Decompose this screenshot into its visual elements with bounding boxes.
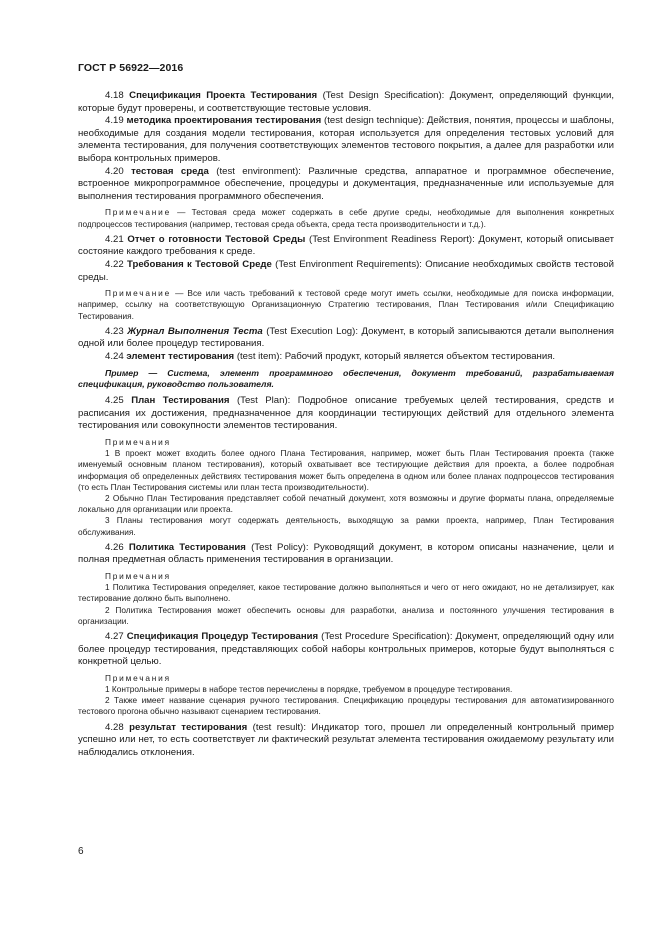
entry-term: Спецификация Процедур Тестирования	[126, 630, 319, 642]
note-4-27-1: 1 Контрольные примеры в наборе тестов перечислены в порядке, требуемом в процедуре тестирования.	[105, 683, 513, 694]
entry-number: 4.22	[105, 258, 124, 270]
entry-definition: (test item): Рабочий продукт, который является объектом тестирования.	[234, 350, 556, 362]
entry-term: результат тестирования	[129, 721, 248, 733]
entry-number: 4.28	[105, 721, 124, 733]
entry-term: методика проектирования тестирования	[126, 115, 322, 127]
note-4-26-2: 2 Политика Тестирования может обеспечить основы для разработки, анализа и постоянного улучшения тестирования в организации.	[78, 604, 614, 626]
note-4-22	[78, 288, 614, 322]
note-4-25-3: 3 Планы тестирования могут содержать деятельность, выходящую за рамки проекта, например, План Тестирования обслуживания.	[78, 515, 614, 537]
entry-term: тестовая среда	[131, 165, 209, 177]
example-4-24: Пример — Система, элемент программного обеспечения, документ требований, разрабатываемая спецификация, руководство пользователя.	[78, 367, 614, 390]
note-4-27-2: 2 Также имеет название сценария ручного тестирования. Спецификацию процедуры тестирования для автоматизированного тестового прогона обычно называют сценарием тестирования.	[78, 695, 614, 717]
entry-4-26	[78, 542, 614, 567]
note-4-20	[78, 207, 614, 229]
entry-number: 4.20	[105, 165, 124, 177]
note-label: Примечание	[105, 288, 172, 299]
entry-4-27	[78, 631, 614, 669]
entry-definition: (test design technique): Действия, понятия, процессы и шаблоны, необходимые для создания модели тестирования, которая используется для определения тестовых условий для элемента тестирования, для получения соответствующих элементов тестового покрытия, а далее для разработки или выбора контрольных примеров.	[78, 115, 614, 164]
entry-term: элемент тестирования	[126, 350, 235, 362]
entry-4-24	[78, 351, 614, 364]
notes-label-4-27	[78, 673, 614, 684]
entry-term: Отчет о готовности Тестовой Среды	[127, 233, 306, 245]
note-4-26-1: 1 Политика Тестирования определяет, какое тестирование должно выполняться и чего от него ожидают, но не детализирует, как тестирование должно быть выполнено.	[78, 582, 614, 604]
entry-number: 4.21	[105, 233, 124, 245]
entry-4-22	[78, 259, 614, 284]
entry-definition: (test result): Индикатор того, прошел ли определенный контрольный пример успешно или нет, то есть соответствует ли фактический результат элемента тестирования ожидаемому результату или наблюдались отклонения.	[78, 721, 614, 758]
entry-definition: (Test Plan): Подробное описание требуемых целей тестирования, средств и расписания их достижения, предназначенное для координации тестирующих действий для отдельного элемента тестирования или совокупности элементов тестирования.	[78, 395, 614, 432]
note-text: — Тестовая среда может содержать в себе другие среды, необходимые для выполнения конкретных подпроцессов тестирования (например, тестовая среда объекта, среда теста производительности и т.д.).	[78, 207, 614, 229]
entry-definition: (test environment): Различные средства, аппаратное и программное обеспечение, встроенное микропрограммное обеспечение, процедуры и документация, предназначенные или используемые для выполнения тестирования программного обеспечения.	[78, 165, 614, 202]
entry-definition: (Test Policy): Руководящий документ, в котором описаны назначение, цели и полная предметная область применения тестирования в организации.	[78, 541, 615, 566]
entry-number: 4.26	[105, 541, 124, 553]
entry-number: 4.27	[105, 630, 124, 642]
entry-number: 4.18	[105, 90, 124, 101]
note-4-25-1: 1 В проект может входить более одного Плана Тестирования, например, может быть План Тестирования проекта (также именуемый основным планом тестирования), который охватывает все тестирующие действия для проекта, а более подробная информация об определенных действиях тестирования может быть определена в одном или более планах подпроцессов тестирования (то есть План Тестирования системы или план теста производительности).	[78, 448, 614, 492]
page-header: ГОСТ Р 56922—2016	[78, 62, 184, 74]
entry-definition: (Test Environment Requirements): Описание необходимых свойств тестовой среды.	[78, 258, 614, 283]
entry-definition: (Test Execution Log): Документ, в который записываются детали выполнения одной или более процедур тестирования.	[78, 325, 614, 350]
notes-label: Примечания	[105, 672, 171, 683]
entry-definition: (Test Environment Readiness Report): Документ, который описывает состояние каждого требования к среде.	[78, 233, 614, 258]
entry-4-23	[78, 326, 614, 351]
entry-number: 4.25	[105, 395, 124, 407]
notes-label-4-25	[78, 437, 614, 448]
entry-term: Политика Тестирования	[128, 541, 246, 553]
entry-4-25	[78, 395, 614, 433]
entry-term: Журнал Выполнения Теста	[127, 325, 263, 337]
notes-label: Примечания	[105, 570, 171, 581]
notes-label: Примечания	[105, 436, 171, 447]
note-text: — Все или часть требований к тестовой среде могут иметь ссылки, необходимые для поиска информации, например, ссылку на соответствующую Организационную Стратегию тестирования, План Тестирования и/или Спецификацию Тестирования.	[78, 288, 614, 321]
entry-number: 4.24	[105, 350, 124, 362]
note-4-25-2: 2 Обычно План Тестирования представляет собой печатный документ, хотя возможны и другие форматы плана, определяемые локально для организации или проекта.	[78, 492, 614, 515]
entry-4-18	[78, 90, 614, 115]
entry-definition: (Test Design Specification): Документ, определяющий функции, которые будут проверены, и соответствующие тестовые условия.	[78, 90, 614, 114]
document-body	[78, 90, 614, 759]
entry-4-28	[78, 722, 614, 760]
entry-term: Спецификация Проекта Тестирования	[129, 90, 318, 101]
entry-term: Требования к Тестовой Среде	[126, 258, 272, 270]
entry-definition: (Test Procedure Specification): Документ, определяющий одну или более процедур тестирования, представляющих собой наборы контрольных примеров, которые будут выполняться с конкретной целью.	[78, 630, 614, 668]
notes-label-4-26	[78, 571, 614, 582]
note-label: Примечание	[105, 207, 172, 218]
entry-term: План Тестирования	[131, 395, 230, 407]
entry-4-20	[78, 166, 614, 204]
page-number: 6	[78, 846, 84, 857]
entry-4-19	[78, 115, 614, 165]
entry-4-21	[78, 234, 614, 259]
entry-number: 4.23	[105, 325, 124, 337]
entry-number: 4.19	[105, 115, 124, 127]
